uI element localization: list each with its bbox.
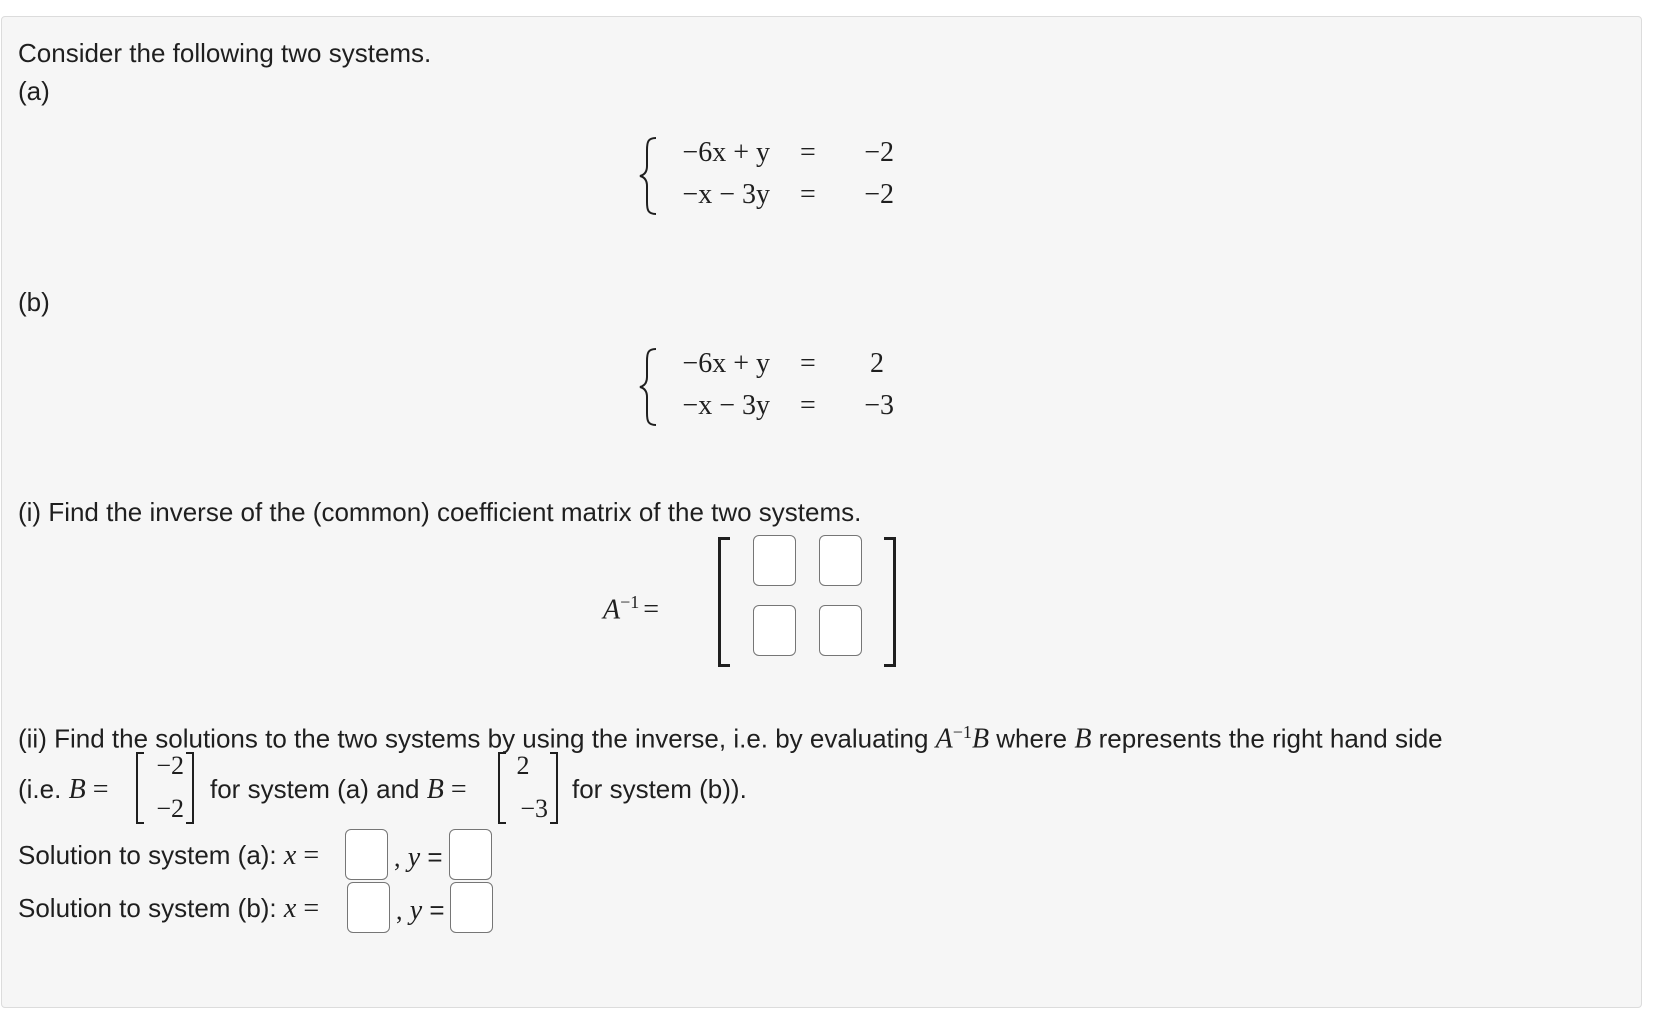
solution-a-x-input[interactable]	[345, 829, 388, 880]
question-i-text: (i) Find the inverse of the (common) coefficient matrix of the two systems.	[18, 497, 862, 527]
system-a-row1-eq: =	[800, 137, 816, 168]
solution-a-y-input[interactable]	[449, 829, 492, 880]
system-b-row2-eq: =	[800, 390, 816, 421]
matrix-left-bracket	[718, 537, 730, 667]
solution-b-y-input[interactable]	[450, 882, 493, 933]
system-a-row2-eq: =	[800, 179, 816, 210]
solution-b-x-input[interactable]	[347, 882, 390, 933]
vector-a-entry-1: −2	[156, 751, 184, 780]
solution-b-y-label: , y =	[396, 895, 445, 926]
question-ii-line1: (ii) Find the solutions to the two systems by using the inverse, i.e. by evaluating $A^{-1}B$ where B represents the right hand side	[18, 722, 1443, 755]
question-ii-line2-end: for system (b)).	[572, 774, 747, 804]
inverse-a21-input[interactable]	[753, 605, 796, 656]
vector-b-entry-2: −3	[520, 794, 548, 823]
system-b-row2-rhs: −3	[864, 390, 894, 421]
system-b-row1-rhs: 2	[870, 348, 884, 379]
system-a-row2-rhs: −2	[864, 179, 894, 210]
inverse-a12-input[interactable]	[819, 535, 862, 586]
inverse-a11-input[interactable]	[753, 535, 796, 586]
system-a-row1-lhs: −6x + y	[682, 137, 770, 168]
vector-a-right-bracket	[186, 752, 194, 824]
system-b-row2-lhs: −x − 3y	[682, 390, 770, 421]
system-a-row2-lhs: −x − 3y	[682, 179, 770, 210]
vector-b-right-bracket	[550, 752, 558, 824]
vector-a-entry-2: −2	[156, 794, 184, 823]
vector-b-left-bracket	[498, 752, 506, 824]
intro-text: Consider the following two systems.	[18, 38, 432, 68]
system-b-row1-eq: =	[800, 348, 816, 379]
part-b-label: (b)	[18, 287, 50, 317]
part-a-label: (a)	[18, 76, 50, 106]
question-ii-line2-mid: for system (a) and B =	[210, 774, 467, 805]
solution-a-y-label: , y =	[394, 842, 443, 873]
question-ii-line2-start: (i.e. B =	[18, 774, 109, 805]
matrix-right-bracket	[884, 537, 896, 667]
solution-b-label: Solution to system (b): x =	[18, 893, 320, 924]
vector-a-left-bracket	[136, 752, 144, 824]
system-a-row1-rhs: −2	[864, 137, 894, 168]
inverse-label: $A^{-1}$ =	[603, 592, 660, 626]
solution-a-label: Solution to system (a): x =	[18, 840, 320, 871]
system-b-row1-lhs: −6x + y	[682, 348, 770, 379]
inverse-a22-input[interactable]	[819, 605, 862, 656]
vector-b-entry-1: 2	[516, 751, 530, 780]
